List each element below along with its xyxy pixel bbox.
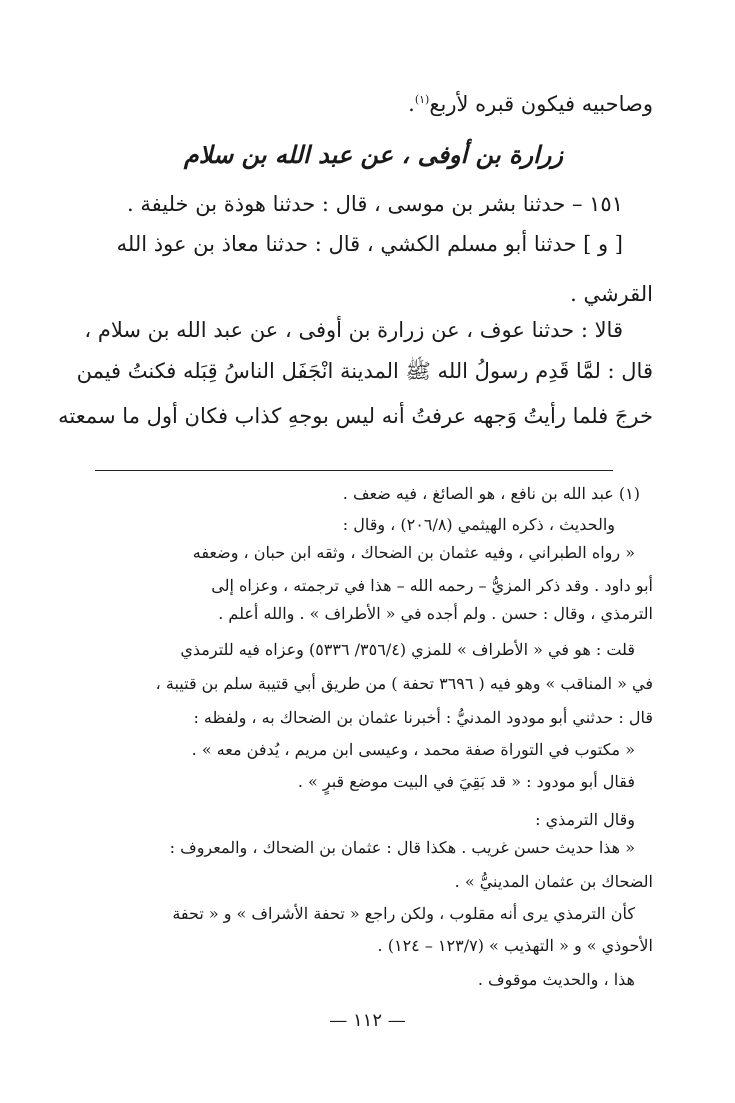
footnote-line-4: أبو داود . وقد ذكر المزيُّ – رحمه الله – هذا في ترجمته ، وعزاه إلى — [211, 576, 653, 595]
footnote-line-16: هذا ، والحديث موقوف . — [477, 970, 635, 989]
body-line-6: قالا : حدثنا عوف ، عن زرارة بن أوفى ، عن عبد الله بن سلام ، — [84, 318, 623, 342]
footnote-line-1: (١) عبد الله بن نافع ، هو الصائغ ، فيه ضعف . — [342, 484, 640, 503]
body-line-7: قال : لمَّا قَدِم رسولُ الله ﷺ المدينة انْجَفَل الناسُ قِبَله فكنتُ فيمن — [76, 359, 653, 383]
footnote-line-8: قال : حدثني أبو مودود المدنيُّ : أخبرنا عثمان بن الضحاك به ، ولفظه : — [193, 708, 653, 727]
footnote-line-7: في « المناقب » وهو فيه ( ٣٦٩٦ تحفة ) من طريق أبي قتيبة سلم بن قتيبة ، — [155, 674, 653, 693]
footnote-ref: (١) — [414, 93, 430, 106]
page-number: — ١١٢ — — [329, 1010, 406, 1031]
footnote-line-13: الضحاك بن عثمان المدينيُّ » . — [454, 872, 653, 891]
body-line-3: ١٥١ – حدثنا بشر بن موسى ، قال : حدثنا هوذة بن خليفة . — [127, 192, 623, 216]
body-line-1 — [408, 92, 653, 116]
sentence-end: . — [408, 92, 415, 116]
body-line-4: [ و ] حدثنا أبو مسلم الكشي ، قال : حدثنا معاذ بن عوذ الله — [116, 232, 623, 256]
footnote-line-6: قلت : هو في « الأطراف » للمزي (٣٥٦/٤/ ٥٣٣٦) وعزاه فيه للترمذي — [180, 640, 635, 659]
footnote-line-2: والحديث ، ذكره الهيثمي (٢٠٦/٨) ، وقال : — [342, 515, 615, 534]
footnote-line-10: فقال أبو مودود : « قد بَقِيَ في البيت موضع قبرٍ » . — [297, 772, 635, 791]
body-text: وصاحبيه فيكون قبره لأربع — [429, 92, 653, 116]
section-heading: زرارة بن أوفى ، عن عبد الله بن سلام — [183, 140, 563, 169]
footnote-line-12: « هذا حديث حسن غريب . هكذا قال : عثمان بن الضحاك ، والمعروف : — [169, 838, 635, 857]
footnote-line-14: كأن الترمذي يرى أنه مقلوب ، ولكن راجع « تحفة الأشراف » و « تحفة — [172, 904, 635, 923]
footnote-separator — [95, 470, 613, 471]
body-line-5: القرشي . — [570, 282, 653, 306]
footnote-line-3: « رواه الطبراني ، وفيه عثمان بن الضحاك ، وثقه ابن حبان ، وضعفه — [192, 543, 635, 562]
footnote-line-11: وقال الترمذي : — [535, 810, 635, 829]
footnote-line-15: الأحوذي » و « التهذيب » (١٢٣/٧ – ١٢٤) . — [377, 936, 653, 955]
body-line-8: خرجَ فلما رأيتُ وَجهه عرفتُ أنه ليس بوجهِ كذاب فكان أول ما سمعته — [58, 404, 653, 428]
footnote-line-5: الترمذي ، وقال : حسن . ولم أجده في « الأطراف » . والله أعلم . — [218, 604, 653, 623]
footnote-line-9: « مكتوب في التوراة صفة محمد ، وعيسى ابن مريم ، يُدفن معه » . — [191, 740, 635, 759]
